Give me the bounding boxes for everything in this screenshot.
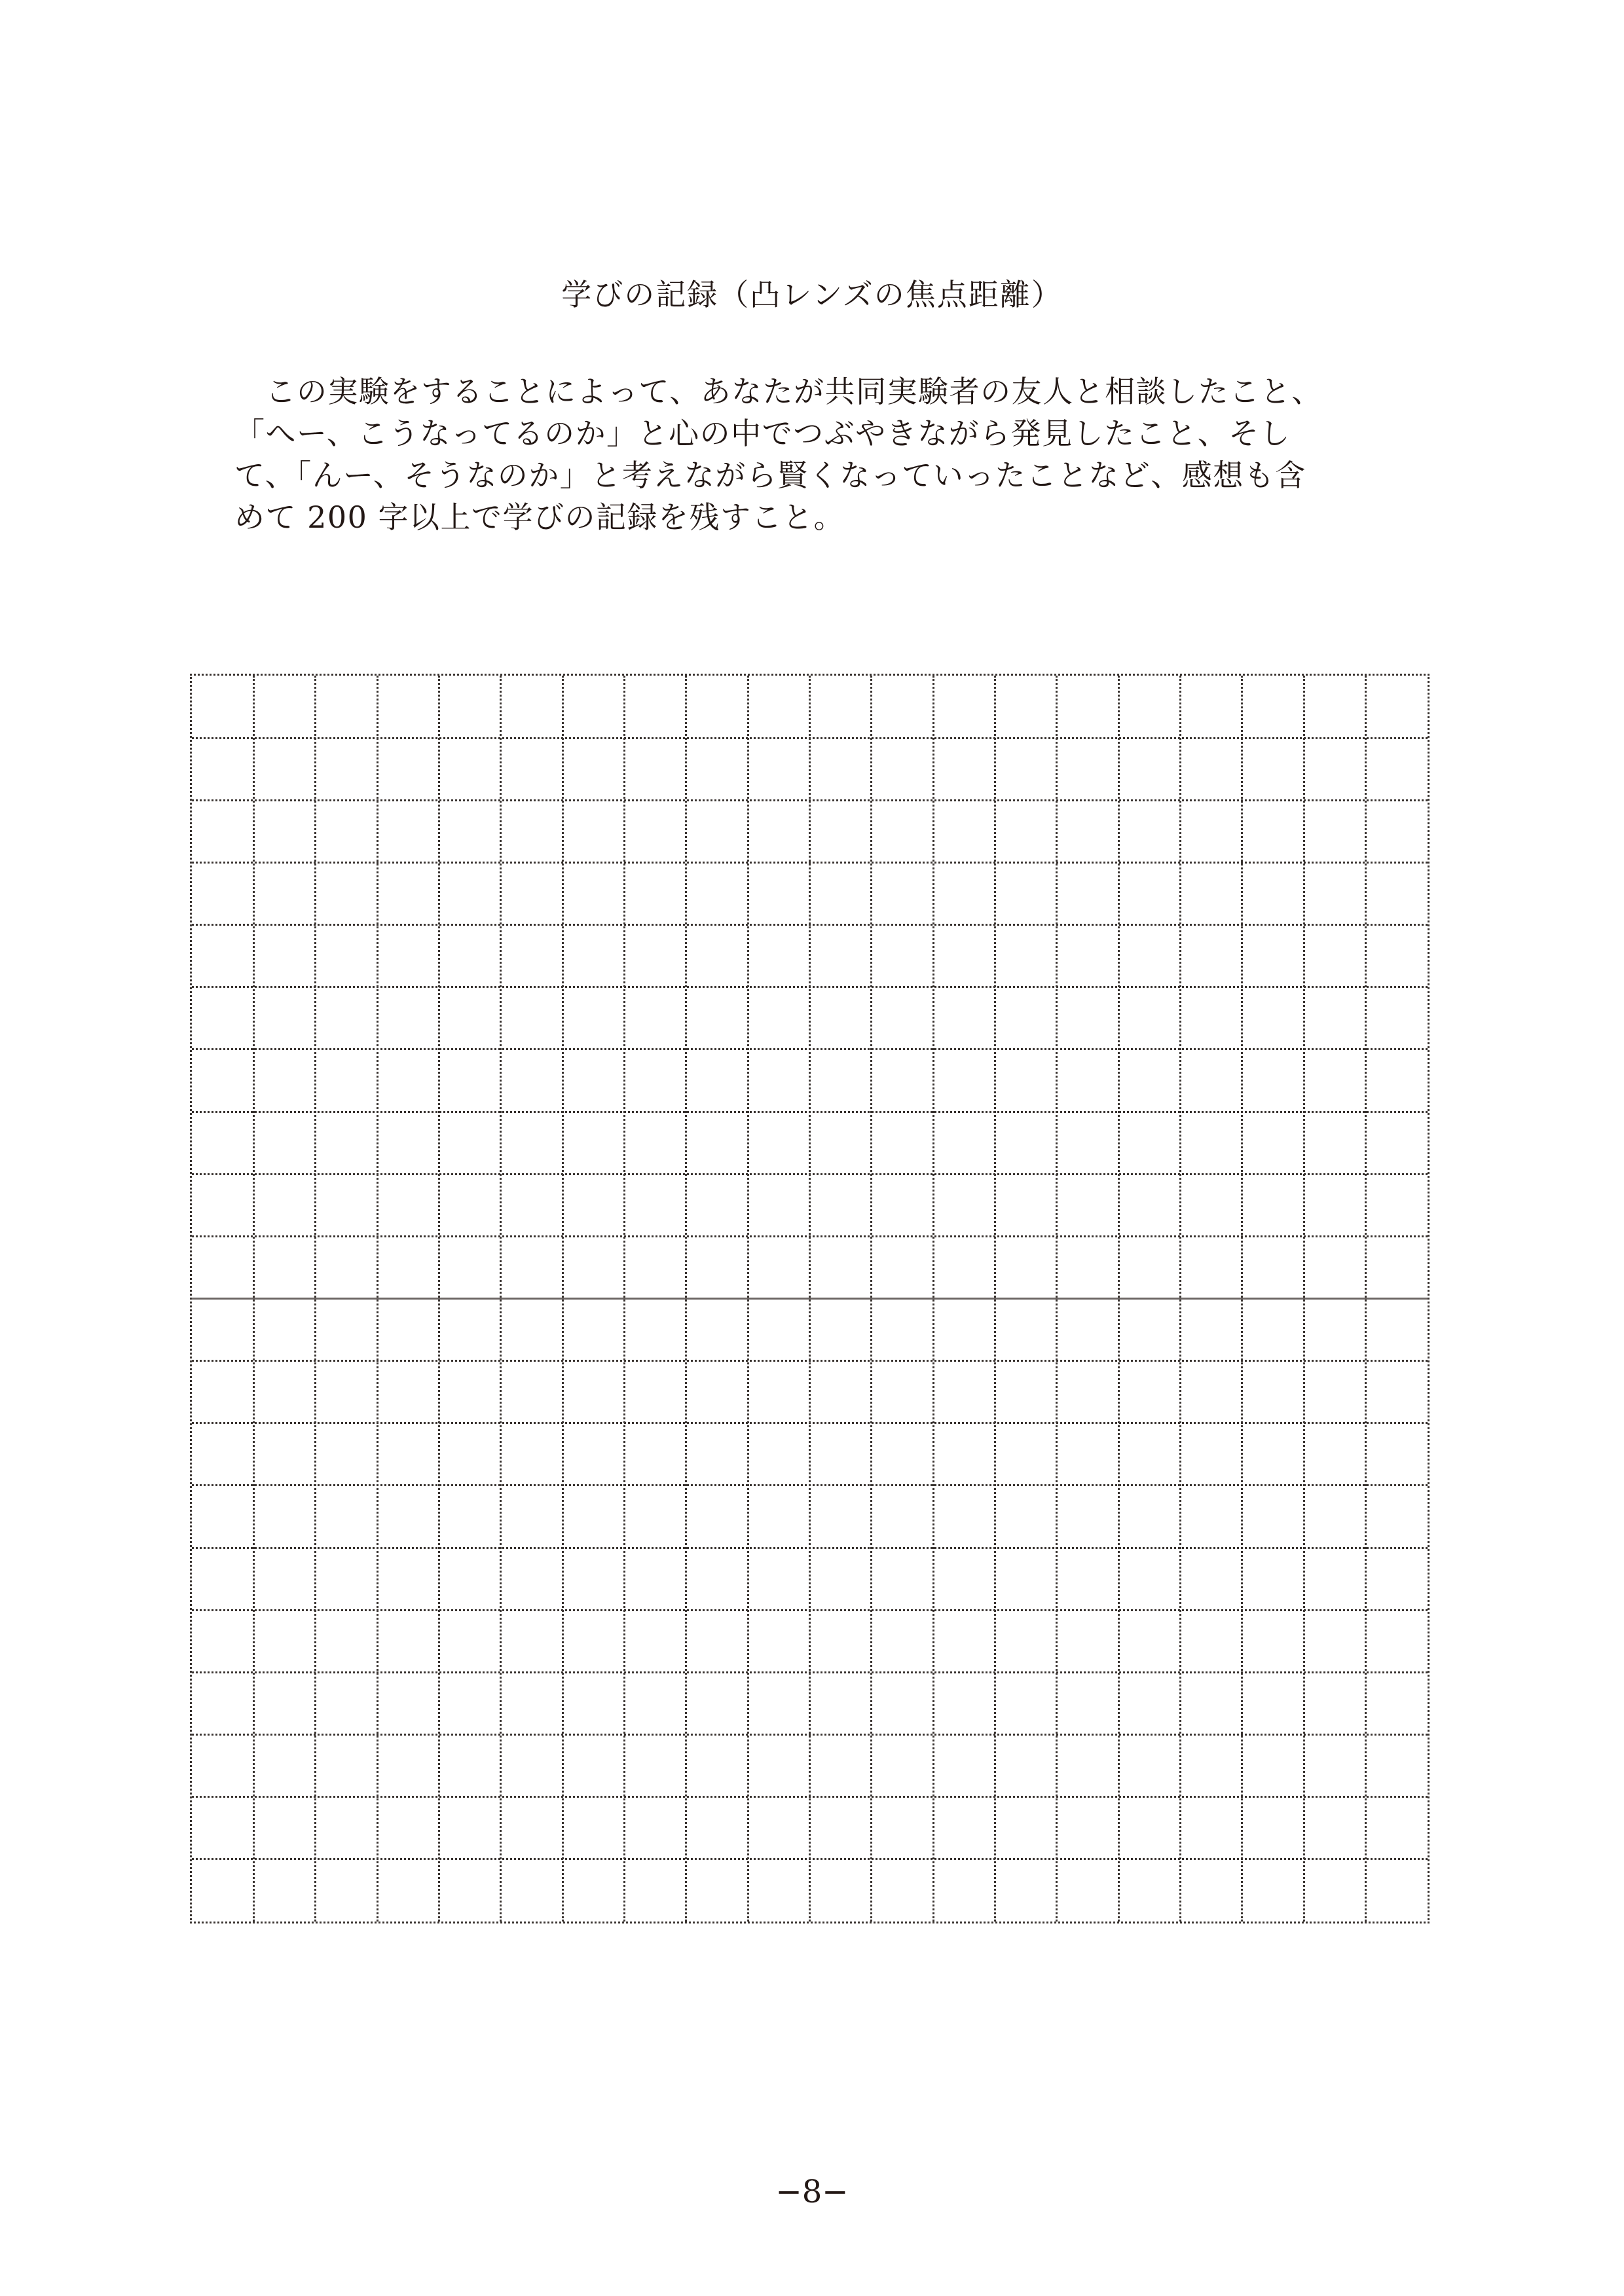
grid-row-line xyxy=(192,1671,1428,1673)
manuscript-writing-grid[interactable] xyxy=(190,674,1430,1923)
grid-row-line xyxy=(192,1547,1428,1549)
grid-row-line xyxy=(192,1609,1428,1611)
grid-row-line xyxy=(192,737,1428,739)
grid-row-line xyxy=(192,1173,1428,1175)
grid-row-line xyxy=(192,1360,1428,1362)
instructions-line: めて 200 字以上で学びの記録を残すこと。 xyxy=(234,500,845,535)
grid-row-line xyxy=(192,1858,1428,1860)
page-number: −8− xyxy=(775,2174,849,2210)
instructions-line: この実験をすることによって、あなたが共同実験者の友人と相談したこと、 xyxy=(234,374,1323,409)
page-title: 学びの記録（凸レンズの焦点距離） xyxy=(561,277,1063,312)
grid-row-line xyxy=(192,924,1428,926)
instructions-line: て、「んー、そうなのか」と考えながら賢くなっていったことなど、感想も含 xyxy=(234,458,1306,493)
instructions-paragraph xyxy=(234,371,1400,538)
grid-row-line xyxy=(192,1048,1428,1050)
grid-row-line xyxy=(192,1796,1428,1798)
grid-row-line xyxy=(192,1422,1428,1424)
grid-row-line xyxy=(192,862,1428,864)
grid-row-line xyxy=(192,1734,1428,1736)
grid-row-line xyxy=(192,986,1428,988)
grid-center-divider xyxy=(192,1298,1428,1300)
grid-row-line xyxy=(192,1484,1428,1486)
grid-row-line xyxy=(192,1235,1428,1237)
instructions-line: 「へー、こうなってるのか」と心の中でつぶやきながら発見したこと、そし xyxy=(234,416,1291,451)
grid-row-line xyxy=(192,1111,1428,1113)
grid-row-line xyxy=(192,799,1428,801)
